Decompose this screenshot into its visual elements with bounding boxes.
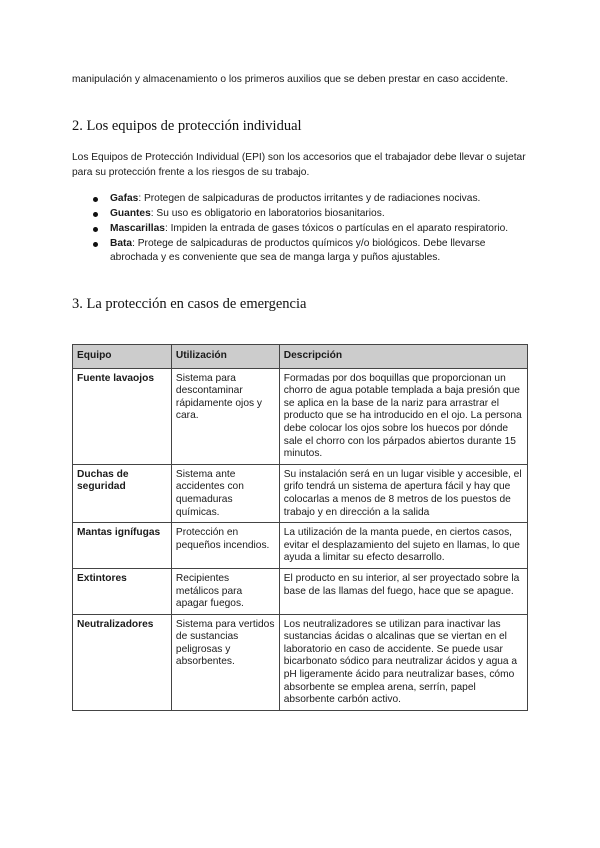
list-item [72,237,528,265]
cell-equipo: Mantas ignífugas [73,523,172,569]
list-item [72,207,528,221]
cell-equipo: Extintores [73,568,172,614]
table-row [73,464,528,522]
bullet-term: Bata [110,238,133,249]
bullet-text: : Impiden la entrada de gases tóxicos o partículas en el aparato respiratorio. [164,223,509,234]
bullet-term: Gafas [110,193,139,204]
cell-descripcion: Los neutralizadores se utilizan para inactivar las sustancias ácidas o alcalinas que se viertan en el laboratorio en caso de accidente. Se puede usar bicarbonato sódico para neutralizar ácidos y agua a pH ligeramente ácido para neutralizar bases, cómo absorbente se emplea arena, serrín, papel absorbente carbón activo. [279,614,527,710]
emergency-equipment-table [72,344,528,711]
cell-utilizacion: Recipientes metálicos para apagar fuegos. [171,568,279,614]
table-row [73,523,528,569]
cell-utilizacion: Sistema para descontaminar rápidamente ojos y cara. [171,368,279,464]
bullet-icon [93,197,98,202]
cell-descripcion: El producto en su interior, al ser proyectado sobre la base de las llamas del fuego, hace que se apague. [279,568,527,614]
header-equipo: Equipo [73,345,172,369]
cell-utilizacion: Protección en pequeños incendios. [171,523,279,569]
section-2-heading: 2. Los equipos de protección individual [72,118,302,134]
list-item [72,222,528,236]
cell-descripcion: Formadas por dos boquillas que proporcionan un chorro de agua potable templada a baja presión que se aplica en la base de la nariz para arrastrar el producto que se ha introducido en el ojo. La persona debe colocar los ojos sobre los huecos por dónde sale el chorro con los párpados abiertos durante 15 minutos. [279,368,527,464]
cell-descripcion: La utilización de la manta puede, en ciertos casos, evitar el desplazamiento del sujeto en llamas, lo que ayuda a limitar su efecto desarrollo. [279,523,527,569]
cell-descripcion: Su instalación será en un lugar visible y accesible, el grifo tendrá un sistema de apertura fácil y hay que colocarlas a menos de 8 metros de los puestos de trabajo y en dirección a la salida [279,464,527,522]
bullet-term: Guantes [110,208,151,219]
bullet-icon [93,212,98,217]
table-row [73,568,528,614]
header-descripcion: Descripción [279,345,527,369]
bullet-text: : Protegen de salpicaduras de productos irritantes y de radiaciones nocivas. [138,193,481,204]
cell-equipo: Fuente lavaojos [73,368,172,464]
header-utilizacion: Utilización [171,345,279,369]
section-2-paragraph: Los Equipos de Protección Individual (EPI) son los accesorios que el trabajador debe llevar o sujetar para su protección frente a los riesgos de su trabajo. [72,152,526,178]
cell-utilizacion: Sistema para vertidos de sustancias peligrosas y absorbentes. [171,614,279,710]
cell-equipo: Neutralizadores [73,614,172,710]
bullet-text: : Protege de salpicaduras de productos químicos y/o biológicos. Debe llevarse abrochada y es conveniente que sea de manga larga y puños ajustables. [110,238,486,263]
bullet-icon [93,227,98,232]
table-header-row [73,345,528,369]
bullet-text: : Su uso es obligatorio en laboratorios biosanitarios. [150,208,385,219]
list-item [72,192,528,206]
section-3-heading: 3. La protección en casos de emergencia [72,296,307,312]
table-row [73,368,528,464]
table-row [73,614,528,710]
intro-paragraph: manipulación y almacenamiento o los primeros auxilios que se deben prestar en caso accidente. [72,74,509,85]
bullet-term: Mascarillas [110,223,165,234]
cell-equipo: Duchas de seguridad [73,464,172,522]
bullet-icon [93,242,98,247]
cell-utilizacion: Sistema ante accidentes con quemaduras químicas. [171,464,279,522]
epi-bullet-list [72,192,528,266]
